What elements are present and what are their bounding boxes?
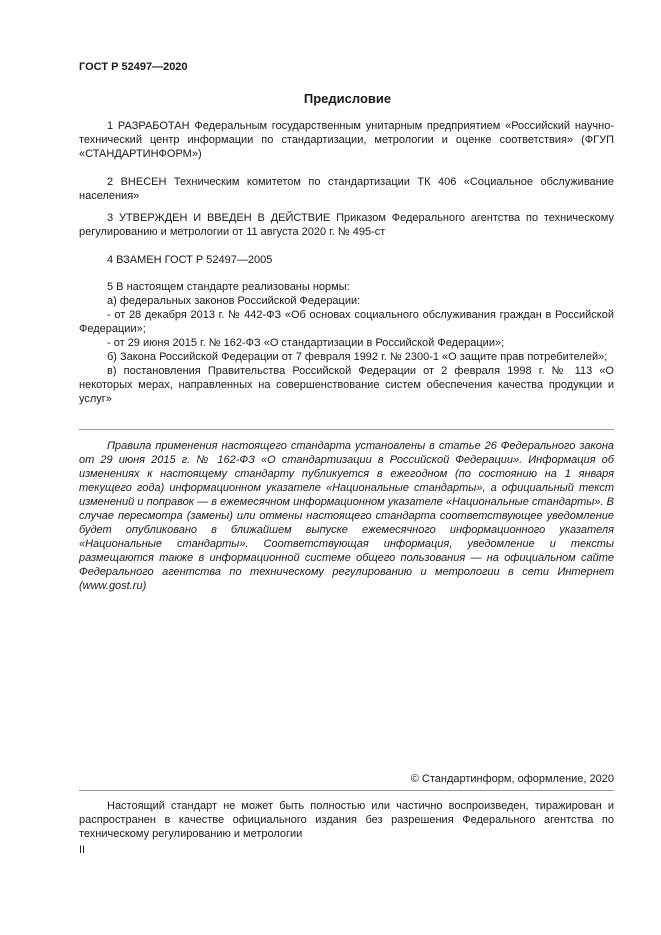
document-code: ГОСТ Р 52497—2020 xyxy=(79,61,188,73)
item-4-text: 4 ВЗАМЕН ГОСТ Р 52497—2005 xyxy=(107,254,273,266)
notice-block xyxy=(79,439,614,593)
item-3 xyxy=(79,211,614,239)
item-2-text: 2 ВНЕСЕН Техническим комитетом по стандартизации ТК 406 «Социальное обслуживание населения» xyxy=(79,176,614,202)
item-5 xyxy=(79,280,614,406)
item-5-a2: - от 29 июня 2015 г. № 162-ФЗ «О стандартизации в Российской Федерации»; xyxy=(107,337,505,349)
item-3-text: 3 УТВЕРЖДЕН И ВВЕДЕН В ДЕЙСТВИЕ Приказом Федерального агентства по техническому регулированию и метрологии от 11 августа 2020 г. № 495-ст xyxy=(79,212,614,238)
item-1 xyxy=(79,119,614,161)
notice-divider xyxy=(79,429,614,430)
page-number: II xyxy=(79,844,86,856)
notice-text: Правила применения настоящего стандарта установлены в статье 26 Федерального закона от 29 июня 2015 г. № 162-ФЗ «О стандартизации в Российской Федерации». Информация об изменениях к настоящему стандарту публикуется в ежегодном (по состоянию на 1 января текущего года) информационном указателе «Национальные стандарты», а официальный текст изменений и поправок — в ежемесячном информационном указателе «Национальные стандарты». В случае пересмотра (замены) или отмены настоящего стандарта соответствующее уведомление будет опубликовано в ближайшем выпуске ежемесячного информационного указателя «Национальные стандарты». Соответствующая информация, уведомление и тексты размещаются также в информационной системе общего пользования — на официальном сайте Федерального агентства по техническому регулированию и метрологии в сети Интернет (www.gost.ru) xyxy=(79,440,614,592)
item-5-b: б) Закона Российской Федерации от 7 февраля 1992 г. № 2300-1 «О защите прав потребителей»; xyxy=(107,351,608,363)
footer-text: Настоящий стандарт не может быть полностью или частично воспроизведен, тиражирован и распространен в качестве официального издания без разрешения Федерального агентства по техническому регулированию и метрологии xyxy=(79,800,614,840)
item-5-lead: 5 В настоящем стандарте реализованы нормы: xyxy=(107,281,350,293)
copyright-line: © Стандартинформ, оформление, 2020 xyxy=(410,773,614,785)
item-2 xyxy=(79,175,614,203)
item-5-a: а) федеральных законов Российской Федерации: xyxy=(107,295,361,307)
page-title: Предисловие xyxy=(303,91,392,106)
item-5-a1: - от 28 декабря 2013 г. № 442-ФЗ «Об основах социального обслуживания граждан в Российской Федерации»; xyxy=(79,309,614,335)
item-1-text: 1 РАЗРАБОТАН Федеральным государственным унитарным предприятием «Российский научно-технический центр информации по стандартизации, метрологии и оценке соответствия» (ФГУП «СТАНДАРТИНФОРМ») xyxy=(79,120,614,160)
footer-divider xyxy=(79,790,614,791)
footer-notice xyxy=(79,799,614,841)
item-4 xyxy=(79,253,614,267)
item-5-c: в) постановления Правительства Российской Федерации от 2 февраля 1998 г. № 113 «О некоторых мерах, направленных на совершенствование систем обеспечения качества продукции и услуг» xyxy=(79,365,614,405)
